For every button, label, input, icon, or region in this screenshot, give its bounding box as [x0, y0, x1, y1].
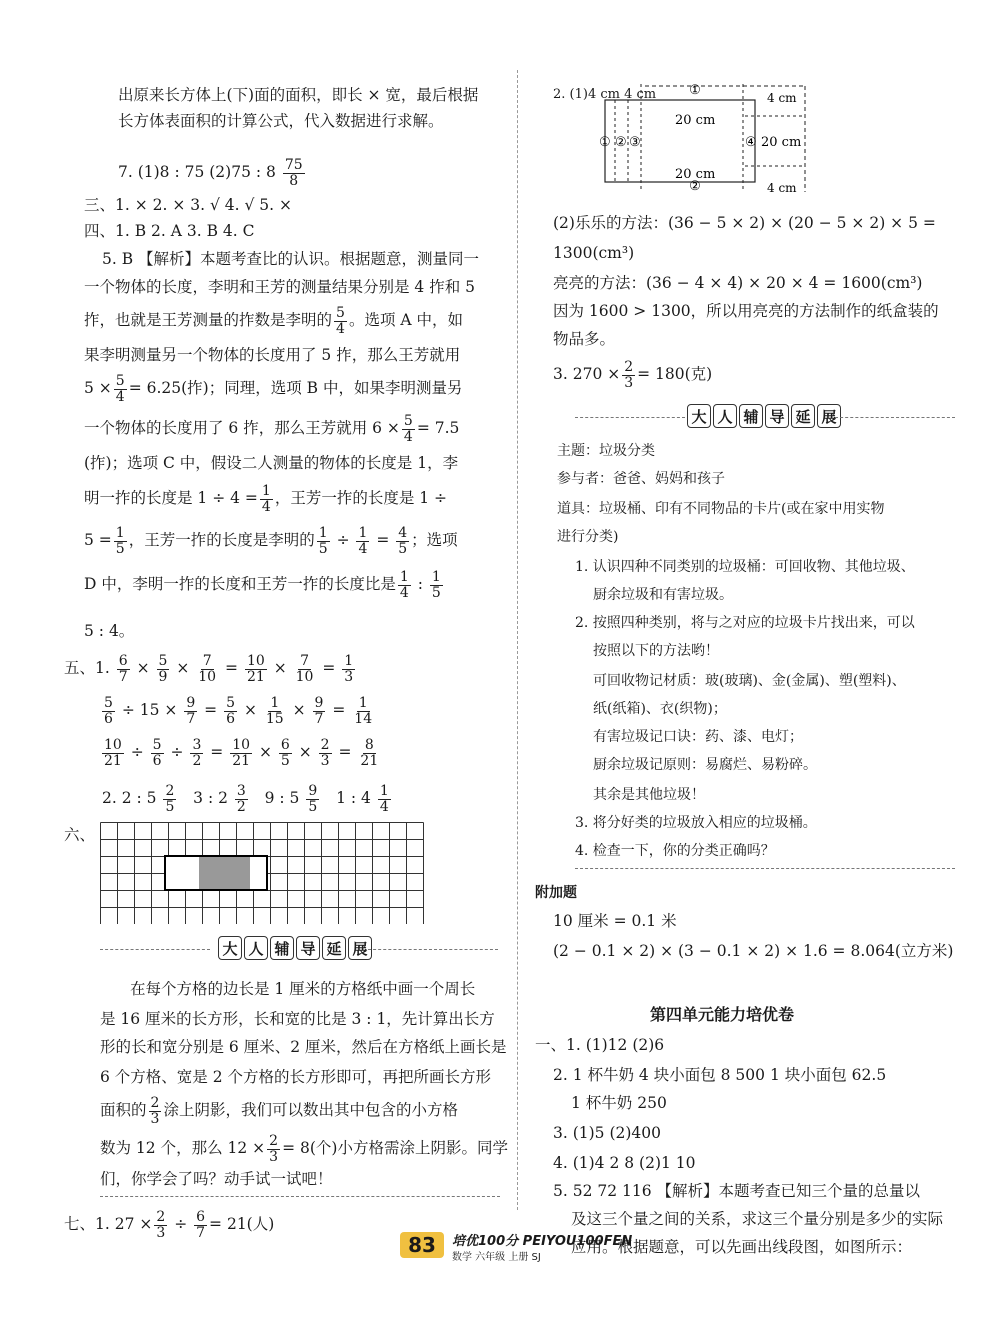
text-line: (拃)；选项 C 中，假设二人测量的物体的长度是 1，李 — [84, 454, 459, 472]
text-line: 形的长和宽分别是 6 厘米、2 厘米，然后在方格纸上画长是 — [100, 1038, 507, 1056]
label-2: ② — [615, 135, 627, 150]
section-5-calc-1: 五、1. $\frac{6}{7}$ × $\frac{5}{9}$ × $\frac{7}{10}$ = $\frac{10}{21}$ × $\frac{7}{10}$ = $\frac{1}{3}$ — [64, 653, 354, 685]
text-line: 参与者：爸爸、妈妈和孩子 — [557, 471, 725, 487]
page-number: 83 — [400, 1232, 444, 1258]
text-line: 纸(纸箱)、衣(织物)； — [593, 701, 727, 717]
text-line: 其余是其他垃圾！ — [593, 787, 705, 803]
text-line: 1300(cm³) — [553, 244, 635, 262]
text-line: (2 − 0.1 × 2) × (3 − 0.1 × 2) × 1.6 = 8.064(立方米) — [553, 942, 954, 960]
text-line: 应用。根据题意，可以先画出线段图，如图所示： — [571, 1238, 913, 1256]
text-line: 数为 12 个，那么 12 × $\frac{2}{3}$ = 8(个)小方格需涂上阴影。同学 — [100, 1133, 508, 1165]
grid-paper — [100, 822, 440, 924]
text-line: (2)乐乐的方法：(36 − 5 × 2) × (20 − 5 × 2) × 5 = — [553, 214, 936, 232]
banner-char: 辅 — [739, 404, 763, 428]
banner-char: 人 — [244, 936, 268, 960]
banner-char: 展 — [817, 404, 841, 428]
extension-banner — [575, 404, 955, 430]
text-line: 物品多。 — [553, 330, 616, 348]
extra-title: 附加题 — [535, 885, 577, 901]
column-divider — [517, 70, 518, 1210]
unit4-title: 第四单元能力培优卷 — [650, 1005, 795, 1024]
banner-char: 展 — [348, 936, 372, 960]
label-1-left: ① — [599, 135, 611, 150]
answer-3: 3. 270 × $\frac{2}{3}$ = 180(克) — [553, 359, 713, 391]
banner-char: 延 — [322, 936, 346, 960]
text-line: 道具：垃圾桶、印有不同物品的卡片(或在家中用实物 — [557, 501, 885, 517]
section-3-answers: 三、1. × 2. × 3. √ 4. √ 5. × — [84, 196, 293, 214]
text-line: 3. 将分好类的垃圾放入相应的垃圾桶。 — [575, 815, 817, 831]
banner-char: 导 — [765, 404, 789, 428]
text-line: D 中，李明一拃的长度和王芳一拃的长度比是 $\frac{1}{4}$ : $\frac{1}{5}$ — [84, 569, 441, 601]
text-line: 可回收物记材质：玻(玻璃)、金(金属)、塑(塑料)、 — [593, 673, 906, 689]
divider — [575, 868, 955, 869]
text-line: 一个物体的长度用了 6 拃，那么王芳就用 6 × $\frac{5}{4}$ = 7.5 — [84, 413, 460, 445]
text-line: 主题：垃圾分类 — [557, 443, 655, 459]
footer-subtitle: 数学 六年级 上册 SJ — [452, 1252, 541, 1263]
text-line: 拃，也就是王芳测量的拃数是李明的 $\frac{5}{4}$ 。选项 A 中，如 — [84, 305, 463, 337]
text-line: 一、1. (1)12 (2)6 — [535, 1036, 665, 1054]
text-line: 有害垃圾记口诀：药、漆、电灯； — [593, 729, 803, 745]
text-line: 按照以下的方法哟！ — [593, 643, 719, 659]
box-net-diagram — [595, 84, 845, 194]
text-line: 因为 1600 > 1300，所以用亮亮的方法制作的纸盒装的 — [553, 302, 939, 320]
text-line: 进行分类) — [557, 529, 619, 545]
text-line: 是 16 厘米的长方形，长和宽的比是 3 : 1，先计算出长方 — [100, 1010, 495, 1028]
section-5-calc-3: $\frac{10}{21}$ ÷ $\frac{5}{6}$ ÷ $\frac{3}{2}$ = $\frac{10}{21}$ × $\frac{6}{5}$ × $\frac{2}{3}$ = $\frac{8}{21}$ — [104, 737, 379, 769]
text-line: 2. 1 杯牛奶 4 块小面包 8 500 1 块小面包 62.5 — [553, 1066, 887, 1084]
banner-char: 延 — [791, 404, 815, 428]
text-line: 2. 按照四种类别，将与之对应的垃圾卡片找出来，可以 — [575, 615, 915, 631]
top-dim: 4 cm — [767, 91, 797, 105]
text-line: 5. B 【解析】本题考查比的认识。根据题意，测量同一 — [102, 250, 480, 268]
label-2-bottom: ② — [689, 179, 701, 194]
unshaded-cells — [165, 856, 199, 890]
inner-bottom-dim: 20 cm — [675, 167, 716, 182]
text-line: 果李明测量另一个物体的长度用了 5 拃，那么王芳就用 — [84, 346, 461, 364]
banner-char: 人 — [713, 404, 737, 428]
text-line: 面积的 $\frac{2}{3}$ 涂上阴影，我们可以数出其中包含的小方格 — [100, 1095, 458, 1127]
text-line: 及这三个量之间的关系，求这三个量分别是多少的实际 — [571, 1210, 944, 1228]
text-line: 5 × $\frac{5}{4}$ = 6.25(拃)；同理，选项 B 中，如果李明测量另 — [84, 373, 463, 405]
side-dim: 20 cm — [761, 135, 802, 150]
text-line: 亮亮的方法：(36 − 4 × 4) × 20 × 4 = 1600(cm³) — [553, 274, 923, 292]
text-line: 10 厘米 = 0.1 米 — [553, 912, 677, 930]
section-6-label: 六、 — [64, 826, 96, 844]
section-5-calc-2: $\frac{5}{6}$ ÷ 15 × $\frac{9}{7}$ = $\frac{5}{6}$ × $\frac{1}{15}$ × $\frac{9}{7}$ = $\frac{1}{14}$ — [104, 695, 373, 727]
banner-char: 大 — [218, 936, 242, 960]
banner-char: 导 — [296, 936, 320, 960]
unshaded-cells — [250, 856, 267, 890]
text-line: 们，你学会了吗？动手试一试吧！ — [100, 1170, 333, 1188]
text-line: 5 = $\frac{1}{5}$ ，王芳一拃的长度是李明的 $\frac{1}{5}$ ÷ $\frac{1}{4}$ = $\frac{4}{5}$ ；选项 — [84, 525, 458, 557]
text-line: 4. 检查一下，你的分类正确吗？ — [575, 843, 775, 859]
banner-char: 大 — [687, 404, 711, 428]
text-line: 一个物体的长度，李明和王芳的测量结果分别是 4 拃和 5 — [84, 278, 476, 296]
label-3: ③ — [629, 135, 641, 150]
text-line: 5. 52 72 116 【解析】本题考查已知三个量的总量以 — [553, 1182, 921, 1200]
text-line: 1 杯牛奶 250 — [571, 1094, 667, 1112]
section-5-ratios: 2. 2 : 5 $\frac{2}{5}$ 3 : 2 $\frac{3}{2}$ 9 : 5 $\frac{9}{5}$ 1 : 4 $\frac{1}{4}$ — [102, 783, 389, 815]
text-line: 在每个方格的边长是 1 厘米的方格纸中画一个周长 — [130, 980, 476, 998]
text-line: 出原来长方体上(下)面的面积，即长 × 宽，最后根据 — [118, 86, 479, 104]
answer-7: 7. (1)8 : 75 (2)75 : 8 $\frac{75}{8}$ — [118, 157, 303, 189]
label-4: ④ — [745, 135, 757, 150]
page-footer — [390, 1228, 650, 1268]
text-line: 3. (1)5 (2)400 — [553, 1124, 662, 1142]
bottom-dim: 4 cm — [767, 181, 797, 194]
banner-char: 辅 — [270, 936, 294, 960]
brand-logo: 培优100分 PEIYOU100FEN — [452, 1234, 633, 1249]
text-line: 厨余垃圾和有害垃圾。 — [593, 587, 733, 603]
extension-banner — [100, 936, 500, 962]
label-1: ① — [689, 84, 701, 98]
divider — [100, 1196, 500, 1197]
text-line: 5 : 4。 — [84, 622, 135, 640]
text-line: 长方体表面积的计算公式，代入数据进行求解。 — [118, 112, 444, 130]
section-7-answer: 七、1. 27 × $\frac{2}{3}$ ÷ $\frac{6}{7}$ = 21(人) — [64, 1209, 275, 1241]
text-line: 6 个方格、宽是 2 个方格的长方形即可，再把所画长方形 — [100, 1068, 492, 1086]
text-line: 4. (1)4 2 8 (2)1 10 — [553, 1154, 696, 1172]
text-line: 明一拃的长度是 1 ÷ 4 = $\frac{1}{4}$ ，王芳一拃的长度是 1 ÷ — [84, 483, 448, 515]
text-line: 1. 认识四种不同类别的垃圾桶：可回收物、其他垃圾、 — [575, 559, 915, 575]
text-line: 厨余垃圾记原则：易腐烂、易粉碎。 — [593, 757, 817, 773]
section-4-answers: 四、1. B 2. A 3. B 4. C — [84, 222, 255, 240]
inner-top-dim: 20 cm — [675, 113, 716, 128]
q2-label: 2. (1)4 cm 4 cm — [553, 87, 657, 102]
